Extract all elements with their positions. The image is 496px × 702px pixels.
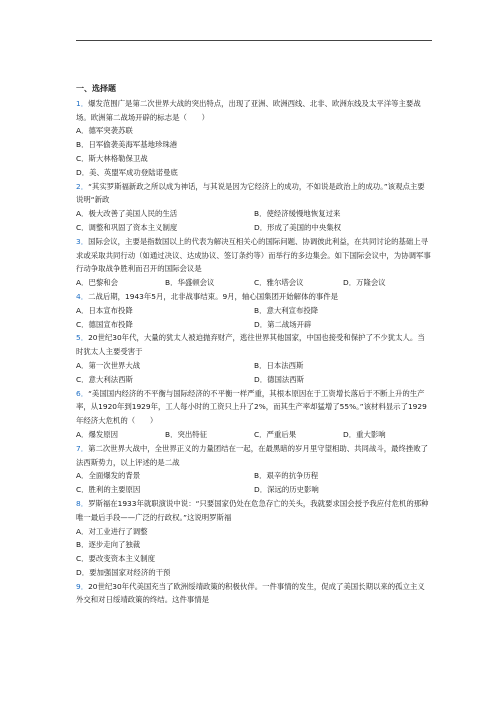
question-9: [76, 580, 432, 608]
option-a: A．巴黎和会: [76, 278, 119, 288]
option-d: D．第二战场开辟: [254, 319, 312, 329]
option-c: C．胜利的主要原因: [76, 485, 141, 495]
question-stem: 罗斯福在1933年就职演说中说：“只要国家仍处在危急存亡的关头，我就要求国会授予我应付危机的那种唯一最后手段——广泛的行政权。”这说明罗斯福: [76, 498, 429, 522]
option-b: B．艰辛的抗争历程: [254, 471, 319, 481]
question-4: [76, 290, 432, 331]
question-stem: “其实罗斯福新政之所以成为神话，与其说是因为它经济上的成功，不如说是政治上的成功。”该观点主要说明“新政: [76, 181, 425, 205]
question-2: [76, 180, 432, 235]
question-3: [76, 235, 432, 290]
option-c: C．严重后果: [254, 429, 297, 439]
option-c: C．雅尔塔会议: [254, 278, 304, 288]
option-d: D．美、英盟军成功登陆诺曼底: [76, 167, 178, 177]
question-stem: 二战后期，1943年5月，北非战事结束。9月，轴心国集团开始解体的事件是: [88, 291, 339, 301]
section-title: 一、选择题: [76, 84, 116, 93]
question-8: [76, 497, 432, 580]
question-number: 9．: [76, 581, 89, 591]
question-number: 5．: [76, 333, 89, 343]
option-b: B．日军偷袭美海军基地珍珠港: [76, 140, 178, 150]
option-c: C．德国宣布投降: [76, 319, 133, 329]
question-5: [76, 331, 432, 386]
option-a: A．对工业进行了调整: [76, 526, 148, 536]
option-d: D．重大影响: [343, 429, 386, 439]
question-stem: 爆发范围广是第二次世界大战的突出特点，出现了亚洲、欧洲西线、北非、欧洲东线及太平洋等主要战场。欧洲第二战场开辟的标志是（ ）: [76, 98, 421, 122]
option-b: B．日本法西斯: [254, 360, 304, 370]
question-number: 2．: [76, 181, 89, 191]
question-number: 7．: [76, 443, 89, 453]
option-d: D．万隆会议: [343, 278, 386, 288]
question-stem: 20世纪30年代美国充当了欧洲绥靖政策的积极伙伴。一件事情的发生，促成了美国长期以来的孤立主义外交和对日绥靖政策的终结。这件事情是: [76, 581, 425, 605]
option-c: C．意大利法西斯: [76, 374, 133, 384]
question-7: [76, 442, 432, 497]
option-d: D．德国法西斯: [254, 374, 305, 384]
question-number: 3．: [76, 236, 89, 246]
option-a: A．德军突袭苏联: [76, 126, 133, 136]
option-a: A．全面爆发的背景: [76, 471, 141, 481]
question-number: 4．: [76, 291, 89, 301]
option-a: A．爆发原因: [76, 429, 119, 439]
question-number: 1．: [76, 98, 89, 108]
option-b: B．使经济缓慢地恢复过来: [254, 209, 341, 219]
option-a: A．日本宣布投降: [76, 305, 133, 315]
question-number: 8．: [76, 498, 89, 508]
option-b: B．华盛顿会议: [165, 278, 215, 288]
option-a: A．极大改善了美国人民的生活: [76, 209, 178, 219]
option-c: C．要改变资本主义制度: [76, 554, 156, 564]
question-stem: 20世纪30年代，大量的犹太人被迫抛弃财产，逃往世界其他国家，中国也接受和保护了不少犹太人。当时犹太人主要受害于: [76, 333, 425, 357]
option-b: B．意大利宣布投降: [254, 305, 319, 315]
question-number: 6．: [76, 388, 89, 398]
option-b: B．突出特征: [165, 429, 208, 439]
question-1: [76, 97, 432, 180]
option-d: D．形成了美国的中央集权: [254, 222, 341, 232]
option-d: D．要加强国家对经济的干预: [76, 567, 171, 577]
option-c: C．调整和巩固了资本主义制度: [76, 222, 178, 232]
question-stem: 国际会议，主要是指数国以上的代表为解决互相关心的国际问题、协调彼此利益，在共同讨论的基础上寻求或采取共同行动（如通过决议、达成协议、签订条约等）而举行的多边集会。如下国际会议中，为协调军事行动争取战争胜利而召开的国际会议是: [76, 236, 431, 274]
question-6: [76, 387, 432, 442]
option-d: D．深远的历史影响: [254, 485, 319, 495]
question-stem: 第二次世界大战中，全世界正义的力量团结在一起，在最黑暗的岁月里守望相助、共同战斗，最终挫败了法西斯势力，以上评述的是二战: [76, 443, 429, 467]
option-a: A．第一次世界大战: [76, 360, 141, 370]
option-b: B．逐步走向了独裁: [76, 540, 141, 550]
option-c: C．斯大林格勒保卫战: [76, 153, 148, 163]
question-stem: “美国国内经济的不平衡与国际经济的不平衡一样严重，其根本原因在于工资增长落后于不断上升的生产率，从1920年到1929年，工人每小时的工资只上升了2%，而其生产率却猛增了55%。”该材料显示了1929年经济大危机的（ ）: [76, 388, 427, 426]
exam-content: [76, 82, 432, 607]
header-rule: [76, 40, 432, 41]
